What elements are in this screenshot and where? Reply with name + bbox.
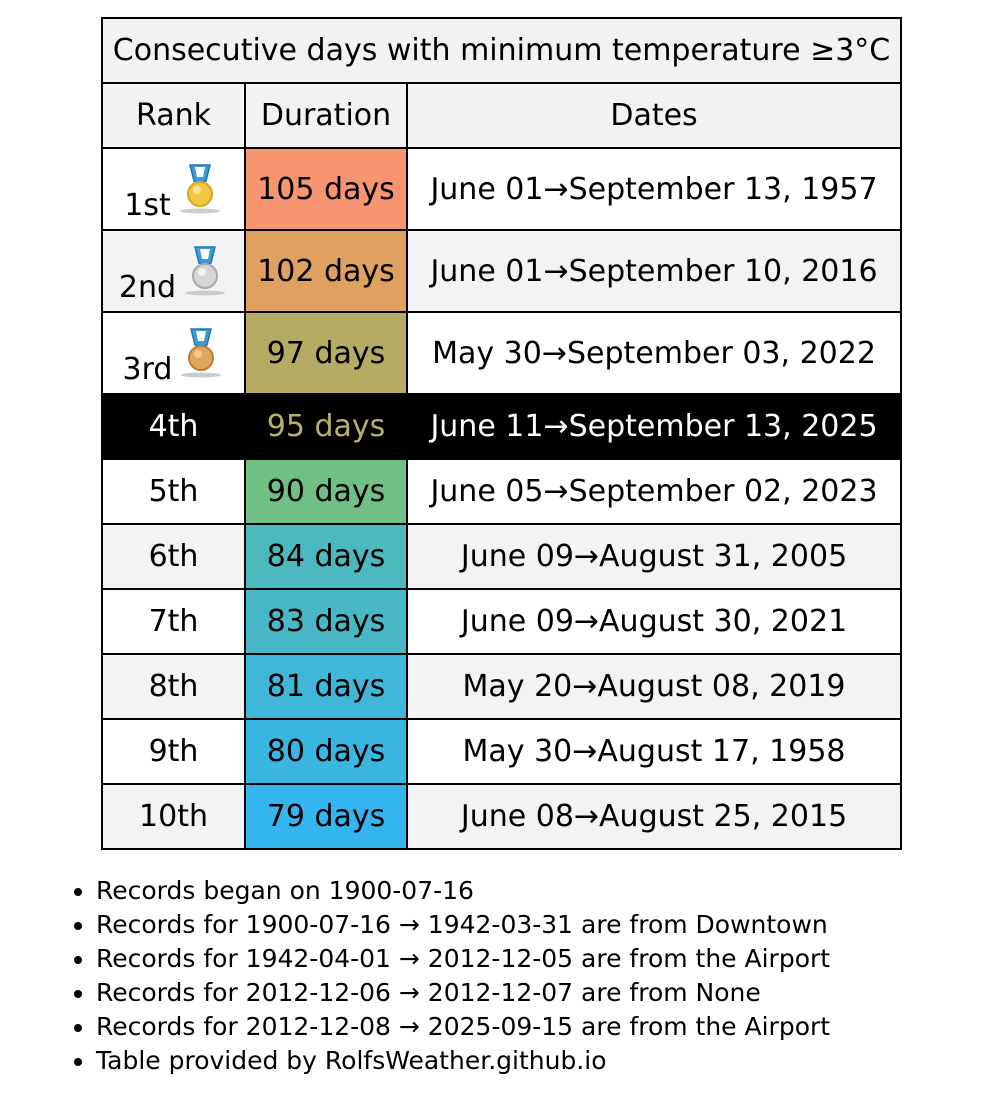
note-item: • Table provided by RolfsWeather.github.io [96, 1044, 830, 1078]
dates-cell: June 09→August 31, 2005 [407, 524, 901, 589]
records-table [101, 17, 902, 850]
rank-cell: 4th [102, 394, 245, 459]
table-row [102, 459, 901, 524]
rank-label: 1st [124, 188, 171, 223]
note-item: • Records for 2012-12-08 → 2025-09-15 are from the Airport [96, 1010, 830, 1044]
rank-cell: 10th [102, 784, 245, 849]
table-title: Consecutive days with minimum temperature ≥3°C [102, 18, 901, 83]
rank-cell: 5th [102, 459, 245, 524]
silver-medal-icon [182, 245, 228, 297]
table-row [102, 312, 901, 394]
note-item: • Records for 1900-07-16 → 1942-03-31 are from Downtown [96, 908, 830, 942]
note-item: • Records began on 1900-07-16 [96, 874, 830, 908]
rank-cell: 6th [102, 524, 245, 589]
dates-header: Dates [407, 83, 901, 148]
table-row [102, 654, 901, 719]
duration-cell: 102 days [245, 230, 407, 312]
table-row [102, 719, 901, 784]
note-item: • Records for 2012-12-06 → 2012-12-07 are from None [96, 976, 830, 1010]
duration-cell: 83 days [245, 589, 407, 654]
rank-header: Rank [102, 83, 245, 148]
table-row [102, 230, 901, 312]
bronze-medal-icon [178, 327, 224, 379]
dates-cell: June 05→September 02, 2023 [407, 459, 901, 524]
rank-label: 3rd [122, 352, 173, 387]
dates-cell: June 09→August 30, 2021 [407, 589, 901, 654]
table-row [102, 394, 901, 459]
duration-cell: 97 days [245, 312, 407, 394]
rank-with-medal [124, 163, 222, 223]
table-row [102, 148, 901, 230]
dates-cell: May 20→August 08, 2019 [407, 654, 901, 719]
note-item: • Records for 1942-04-01 → 2012-12-05 are from the Airport [96, 942, 830, 976]
duration-cell: 79 days [245, 784, 407, 849]
gold-medal-icon [177, 163, 223, 215]
table-body [102, 148, 901, 849]
duration-cell: 84 days [245, 524, 407, 589]
duration-cell: 105 days [245, 148, 407, 230]
duration-cell: 81 days [245, 654, 407, 719]
rank-label: 2nd [118, 270, 177, 305]
rank-cell: 9th [102, 719, 245, 784]
table-row [102, 784, 901, 849]
dates-cell: June 08→August 25, 2015 [407, 784, 901, 849]
table-row [102, 524, 901, 589]
notes-list [60, 874, 830, 1078]
rank-cell [102, 312, 245, 394]
dates-cell: May 30→September 03, 2022 [407, 312, 901, 394]
dates-cell: June 01→September 10, 2016 [407, 230, 901, 312]
rank-cell: 8th [102, 654, 245, 719]
duration-cell: 90 days [245, 459, 407, 524]
duration-header: Duration [245, 83, 407, 148]
dates-cell: June 01→September 13, 1957 [407, 148, 901, 230]
rank-with-medal [122, 327, 225, 387]
rank-cell [102, 148, 245, 230]
duration-cell: 80 days [245, 719, 407, 784]
duration-cell: 95 days [245, 394, 407, 459]
rank-with-medal [118, 245, 228, 305]
dates-cell: May 30→August 17, 1958 [407, 719, 901, 784]
rank-cell [102, 230, 245, 312]
table-row [102, 589, 901, 654]
dates-cell: June 11→September 13, 2025 [407, 394, 901, 459]
rank-cell: 7th [102, 589, 245, 654]
